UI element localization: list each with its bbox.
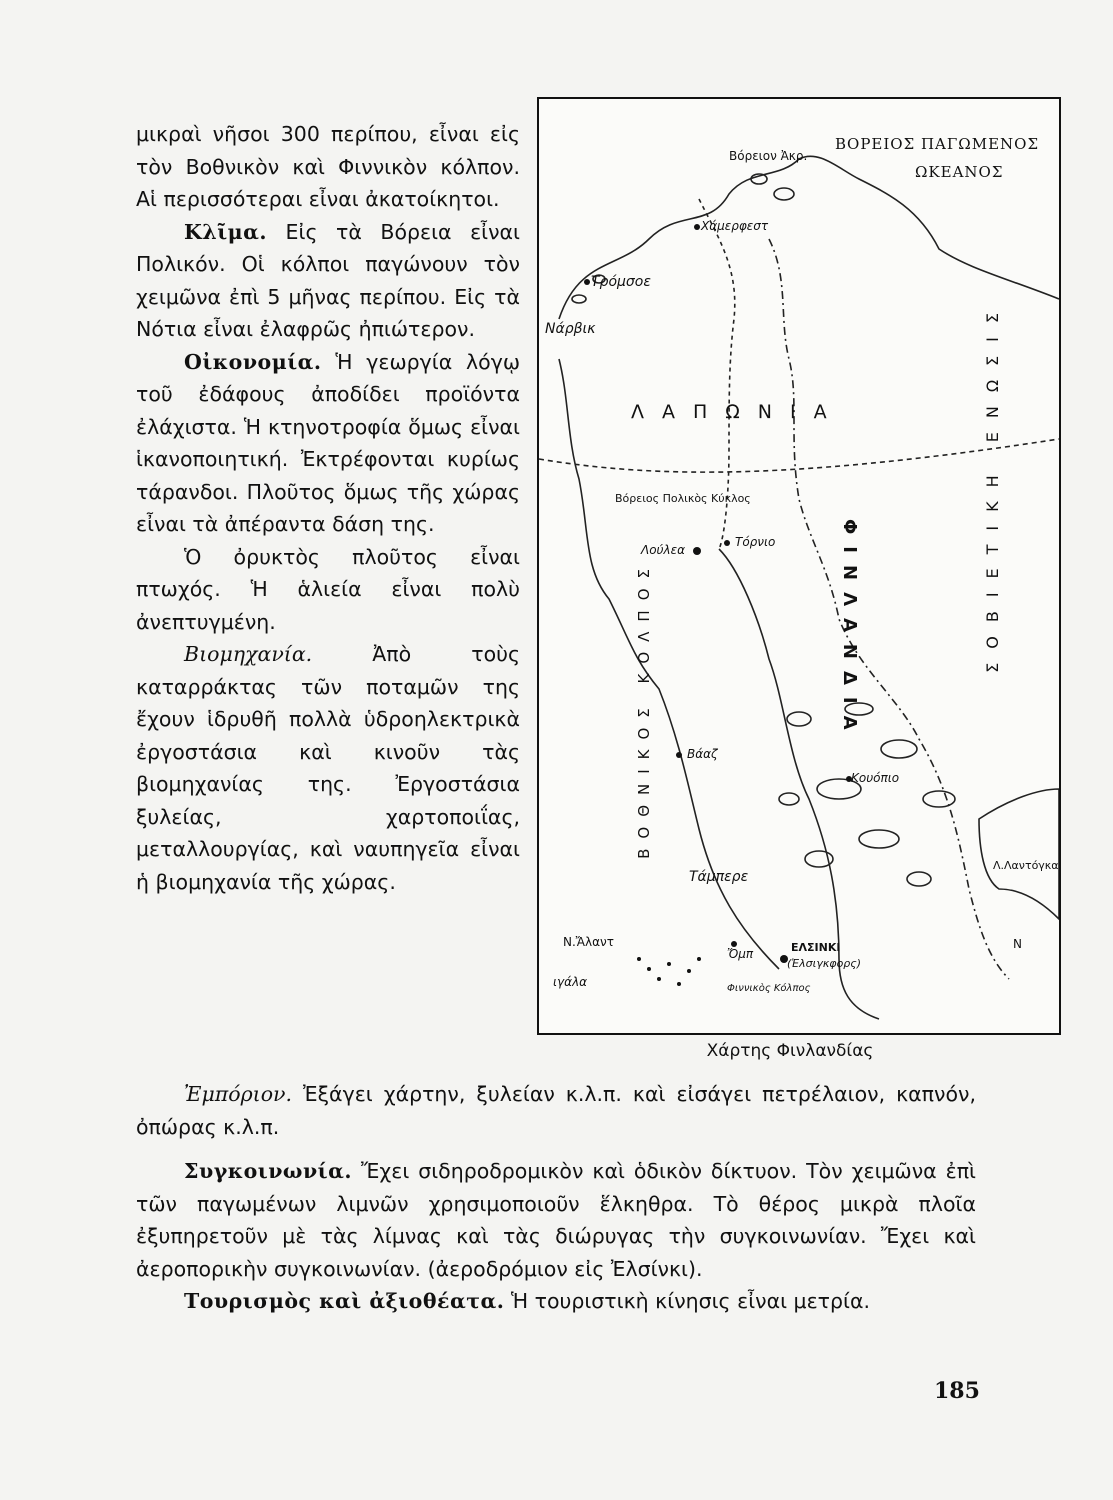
city-tornio: Τόρνιο [735, 535, 776, 549]
city-hammerfest: Χάμερφεστ [701, 219, 769, 233]
climate-heading: Κλῖμα. [184, 219, 268, 244]
city-helsinki: ΕΛΣΙΝΚΙ [791, 941, 841, 954]
soviet-union-label: ΣΟΒΙΕΤΙΚΗ ΕΝΩΣΙΣ [983, 299, 1002, 673]
trade-heading: Ἐμπόριον. [184, 1082, 293, 1106]
ladoga-label: Λ.Λαντόγκα [993, 859, 1059, 872]
tourism-text: Ἡ τουριστικὴ κίνησις εἶναι μετρία. [504, 1289, 870, 1313]
city-loulea: Λούλεα [641, 543, 685, 557]
industry-text: Ἀπὸ τοὺς καταρράκτας τῶν ποταμῶν της ἔχουν ἱδρυθῆ πολλὰ ὑδροηλεκτρικὰ ἐργοστάσια καὶ κινοῦν τὰς βιομηχανίας της. Ἐργοστάσια ξυλείας, χαρτοποιΐας, μεταλλουργίας, καὶ ναυπηγεῖα εἶναι ἡ βιομηχανία τῆς χώρας. [136, 642, 520, 894]
left-text-column [136, 118, 520, 898]
climate-text: Εἰς τὰ Βόρεια εἶναι Πολικόν. Οἱ κόλποι παγώνουν τὸν χειμῶνα ἐπὶ 5 μῆνας περίπου. Εἰς τὰ Νότια εἶναι ἐλαφρῶς ἠπιώτερον. [136, 219, 520, 341]
paragraph-tourism [136, 1285, 976, 1318]
ocean-label-line1: ΒΟΡΕΙΟΣ ΠΑΓΩΜΕΝΟΣ [835, 135, 1040, 153]
city-helsinki-alt: (Ἐλσιγκφορς) [787, 957, 862, 970]
paragraph-economy [136, 346, 520, 541]
full-width-text [136, 1078, 976, 1318]
paragraph-climate [136, 216, 520, 346]
city-narvik: Νάρβικ [545, 321, 596, 337]
communication-text: Ἔχει σιδηροδρομικὸν καὶ ὁδικὸν δίκτυον. Τὸν χειμῶνα ἐπὶ τῶν παγωμένων λιμνῶν χρησιμοποιοῦν ἕλκηθρα. Τὸ θέρος μικρὰ πλοῖα ἐξυπηρετοῦν μὲ τὰς λίμνας καὶ τὰς διώρυγας τὴν συγκοινωνίαν. Ἔχει καὶ ἀεροπορικὴν συγκοινωνίαν. (ἀεροδρόμιον εἰς Ἐλσίνκι). [136, 1159, 976, 1281]
region-lapland: ΛΑΠΩΝΙΑ [631, 401, 845, 423]
map-drawing [539, 99, 1059, 1033]
economy-text: Ἡ γεωργία λόγῳ τοῦ ἐδάφους ἀποδίδει προϊόντα ἐλάχιστα. Ἡ κτηνοτροφία ὅμως εἶναι ἱκανοποιητική. Ἐκτρέφονται κυρίως τάρανδοι. Πλοῦτος ὅμως τῆς χώρας εἶναι τὰ ἀπέραντα δάση της. [136, 349, 520, 536]
page-number: 185 [934, 1378, 980, 1404]
ocean-label-line2: ΩΚΕΑΝΟΣ [915, 163, 1004, 181]
city-tampere: Τάμπερε [689, 869, 749, 885]
tourism-heading: Τουρισμὸς καὶ ἀξιοθέατα. [184, 1289, 505, 1313]
arctic-circle-label: Βόρειος Πολικὸς Κύκλος [615, 492, 751, 505]
gulf-finland-label: Φιννικὸς Κόλπος [727, 983, 811, 994]
finland-label: ΦΙΝΛΑΝΔΙΑ [839, 519, 860, 742]
map-caption: Χάρτης Φινλανδίας [706, 1041, 874, 1061]
city-kuopio: Κουόπιο [851, 771, 900, 785]
iyala-label: ιγάλα [553, 975, 588, 989]
communication-heading: Συγκοινωνία. [184, 1159, 353, 1183]
paragraph-industry [136, 638, 520, 898]
paragraph-communication [136, 1155, 976, 1285]
cape-label: Βόρειον Ἀκρ. [729, 149, 808, 163]
paragraph-trade [136, 1078, 976, 1143]
finland-map [537, 97, 1061, 1035]
trade-text: Ἐξάγει χάρτην, ξυλείαν κ.λ.π. καὶ εἰσάγει πετρέλαιον, καπνόν, ὀπώρας κ.λ.π. [136, 1082, 976, 1139]
economy-heading: Οἰκονομία. [184, 349, 322, 374]
paragraph-islands: μικραὶ νῆσοι 300 περίπου, εἶναι εἰς τὸν Βοθνικὸν καὶ Φιννικὸν κόλπον. Αἱ περισσότεραι εἶναι ἀκατοίκητοι. [136, 122, 520, 211]
city-turku: Ὄμπ [727, 947, 754, 961]
compass-north: N [1013, 937, 1022, 951]
industry-heading: Βιομηχανία. [184, 642, 313, 666]
bothnian-gulf-label: ΒΟΘΝΙΚΟΣ ΚΟΛΠΟΣ [635, 559, 653, 859]
city-tromsoe: Τρόμσοε [591, 274, 651, 290]
city-vaasa: Βάαζ [687, 747, 718, 761]
aland-label: Ν.Ἄλαντ [563, 935, 614, 949]
paragraph-minerals: Ὁ ὀρυκτὸς πλοῦτος εἶναι πτωχός. Ἡ ἁλιεία εἶναι πολὺ ἀνεπτυγμένη. [136, 544, 520, 634]
